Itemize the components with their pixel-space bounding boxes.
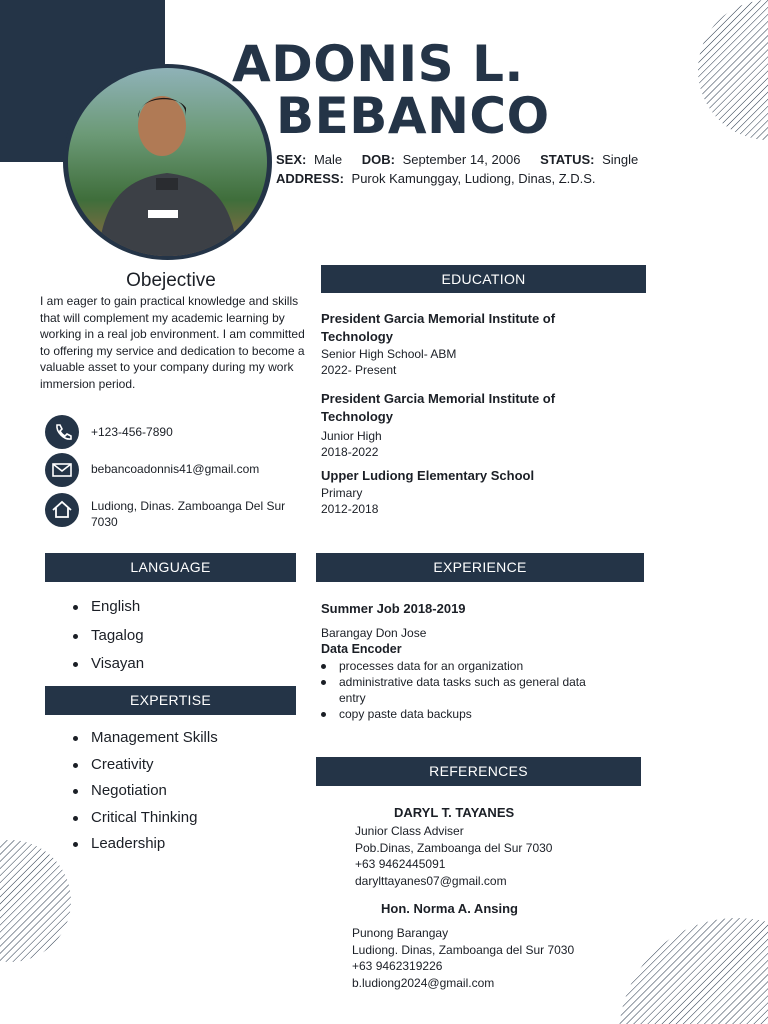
objective-text: I am eager to gain practical knowledge and skills that will complement my academic learning by working in a real job environment. I am committed to offering my service and dedication to become a valuable asset to your company during my work immersion period. xyxy=(40,294,305,391)
education-level: Junior High xyxy=(321,429,382,443)
education-years: 2018-2022 xyxy=(321,445,379,459)
sex-value: Male xyxy=(313,152,343,167)
experience-header: EXPERIENCE xyxy=(316,553,644,582)
reference-address: Pob.Dinas, Zamboanga del Sur 7030 xyxy=(355,840,553,855)
education-header: EDUCATION xyxy=(321,265,646,293)
hatch-circle-bottom-right xyxy=(612,918,768,1024)
education-school: President Garcia Memorial Institute of Technology xyxy=(321,391,556,424)
address-row xyxy=(276,171,596,186)
education-years: 2012-2018 xyxy=(321,502,379,516)
education-entry-3 xyxy=(321,467,581,517)
personal-info-row xyxy=(276,152,638,167)
language-header: LANGUAGE xyxy=(45,553,296,582)
expertise-item: Creativity xyxy=(73,755,218,782)
duty-item: copy paste data backups xyxy=(321,706,611,722)
education-school: Upper Ludiong Elementary School xyxy=(321,468,535,483)
language-item: Visayan xyxy=(73,654,144,683)
expertise-item: Leadership xyxy=(73,834,218,861)
education-level: Primary xyxy=(321,486,363,500)
expertise-item: Critical Thinking xyxy=(73,808,218,835)
reference-title: Punong Barangay xyxy=(352,926,449,940)
home-icon xyxy=(45,493,79,527)
experience-title: Summer Job 2018-2019 xyxy=(321,601,466,616)
contact-email: bebancoadonnis41@gmail.com xyxy=(91,462,260,476)
education-school: President Garcia Memorial Institute of Technology xyxy=(321,311,556,344)
reference-email: darylttayanes07@gmail.com xyxy=(355,873,507,888)
education-entry-1 xyxy=(321,310,571,378)
hatch-circle-left xyxy=(0,840,72,962)
contact-phone: +123-456-7890 xyxy=(91,425,173,439)
full-name xyxy=(232,35,632,145)
reference-title: Junior Class Adviser xyxy=(355,824,464,838)
phone-icon xyxy=(45,415,79,449)
education-level: Senior High School- ABM xyxy=(321,347,457,361)
reference-2-details xyxy=(352,925,574,991)
objective-title: Obejective xyxy=(126,270,216,291)
email-icon xyxy=(45,453,79,487)
expertise-item: Negotiation xyxy=(73,781,218,808)
reference-phone: +63 9462319226 xyxy=(352,959,443,973)
language-list xyxy=(73,597,144,683)
reference-2-name: Hon. Norma A. Ansing xyxy=(381,901,518,916)
expertise-list xyxy=(73,728,218,861)
experience-duties xyxy=(321,658,611,722)
references-header: REFERENCES xyxy=(316,757,641,786)
contact-address: Ludiong, Dinas. Zamboanga Del Sur 7030 xyxy=(91,499,286,529)
name-line-1: ADONIS L. xyxy=(232,35,524,93)
reference-phone: +63 9462445091 xyxy=(355,857,446,871)
reference-1-details xyxy=(355,823,552,889)
status-label: STATUS: xyxy=(540,152,595,167)
reference-1-name: DARYL T. TAYANES xyxy=(394,805,515,820)
duty-item: administrative data tasks such as general data entry xyxy=(321,674,611,706)
education-entry-2 xyxy=(321,390,571,460)
expertise-item: Management Skills xyxy=(73,728,218,755)
status-value: Single xyxy=(602,152,639,167)
name-line-2: BEBANCO xyxy=(276,87,550,145)
address-label: ADDRESS: xyxy=(276,171,344,186)
reference-address: Ludiong. Dinas, Zamboanga del Sur 7030 xyxy=(352,942,575,957)
education-years: 2022- Present xyxy=(321,363,397,377)
language-item: Tagalog xyxy=(73,626,144,655)
reference-email: b.ludiong2024@gmail.com xyxy=(352,975,495,990)
experience-role: Data Encoder xyxy=(321,642,402,656)
hatch-circle-top-right xyxy=(690,0,768,140)
sex-label: SEX: xyxy=(276,152,307,167)
address-value: Purok Kamunggay, Ludiong, Dinas, Z.D.S. xyxy=(351,171,596,186)
expertise-header: EXPERTISE xyxy=(45,686,296,715)
language-item: English xyxy=(73,597,144,626)
dob-value: September 14, 2006 xyxy=(402,152,521,167)
experience-place: Barangay Don Jose xyxy=(321,626,427,640)
dob-label: DOB: xyxy=(361,152,395,167)
duty-item: processes data for an organization xyxy=(321,658,611,674)
